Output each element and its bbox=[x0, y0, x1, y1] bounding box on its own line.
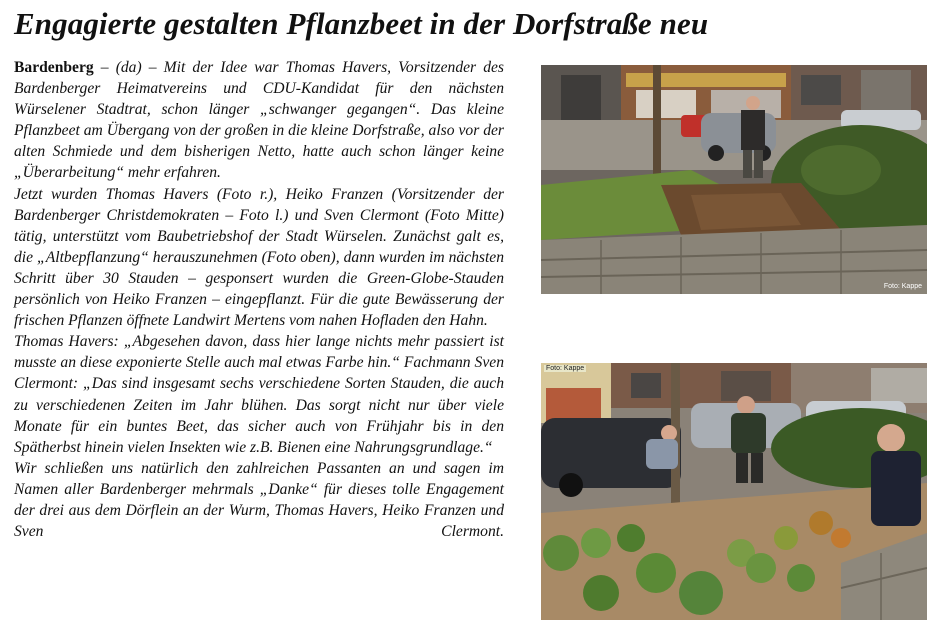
article-paragraph-3: Thomas Havers: „Abgesehen davon, dass hier lange nichts mehr passiert ist musste an diese exponierte Stelle auch mal etwas Farbe hin.“ Fachmann Sven Clermont: „Das sind insgesamt sechs verschiedene Sorten Stauden, die auch zu verschiedenen Zeiten im Jahr blühen. Das sorgt nicht nur über viele Monate für ein buntes Beet, das sicher auch von Frühjahr bis in den Spätherbst hinein vielen Insekten wie z.B. Bienen eine Nahrungsgrundlage.“ bbox=[14, 333, 504, 456]
article-paragraph-4: Wir schließen uns natürlich den zahlreichen Passanten an und sagen im Namen aller Bardenberger mehrmals „Danke“ für dieses tolle Engagement der drei aus dem Dörflein an der Wurm, Thomas Havers, Heiko Franzen und Sven Clermont. bbox=[14, 459, 504, 541]
article-paragraph-2: Jetzt wurden Thomas Havers (Foto r.), Heiko Franzen (Vorsitzender der Bardenberger Christdemokraten – Foto l.) und Sven Clermont (Foto Mitte) tätig, unterstützt vom Baubetriebshof der Stadt Würselen. Zunächst galt es, die „Altbepflanzung“ herauszunehmen (Foto oben), dann wurden im nächsten Schritt über 30 Stauden – gesponsert wurden die Green-Globe-Stauden persönlich von Heiko Franzen – eingepflanzt. Für die gute Bewässerung der frischen Pflanzen öffnete Landwirt Mertens vom nahen Hofladen den Hahn. bbox=[14, 185, 504, 330]
photo-planting-perennials bbox=[541, 363, 927, 620]
article-body bbox=[14, 57, 504, 542]
photo-cleared-flowerbed bbox=[541, 65, 927, 294]
article-paragraph-1 bbox=[14, 57, 504, 184]
headline: Engagierte gestalten Pflanzbeet in der Dorfstraße neu bbox=[14, 6, 709, 41]
article-paragraph-1-text: – (da) – Mit der Idee war Thomas Havers, Vorsitzender des Bardenberger Heimatvereins und CDU-Kandidat für den nächsten Würselener Stadtrat, schon länger „schwanger gegangen“. Das kleine Pflanzbeet am Übergang von der großen in die kleine Dorfstraße, also vor der alten Schmiede und dem bisherigen Netto, hatte auch schon länger keine „Überarbeitung“ mehr erfahren. bbox=[14, 59, 504, 182]
photo-credit: Foto: Kappe bbox=[546, 365, 585, 372]
photo-cleared-flowerbed-image bbox=[541, 65, 927, 294]
photo-planting-perennials-image bbox=[541, 363, 927, 620]
dateline: Bardenberg bbox=[14, 59, 94, 76]
photo-credit: Foto: Kappe bbox=[883, 283, 922, 290]
